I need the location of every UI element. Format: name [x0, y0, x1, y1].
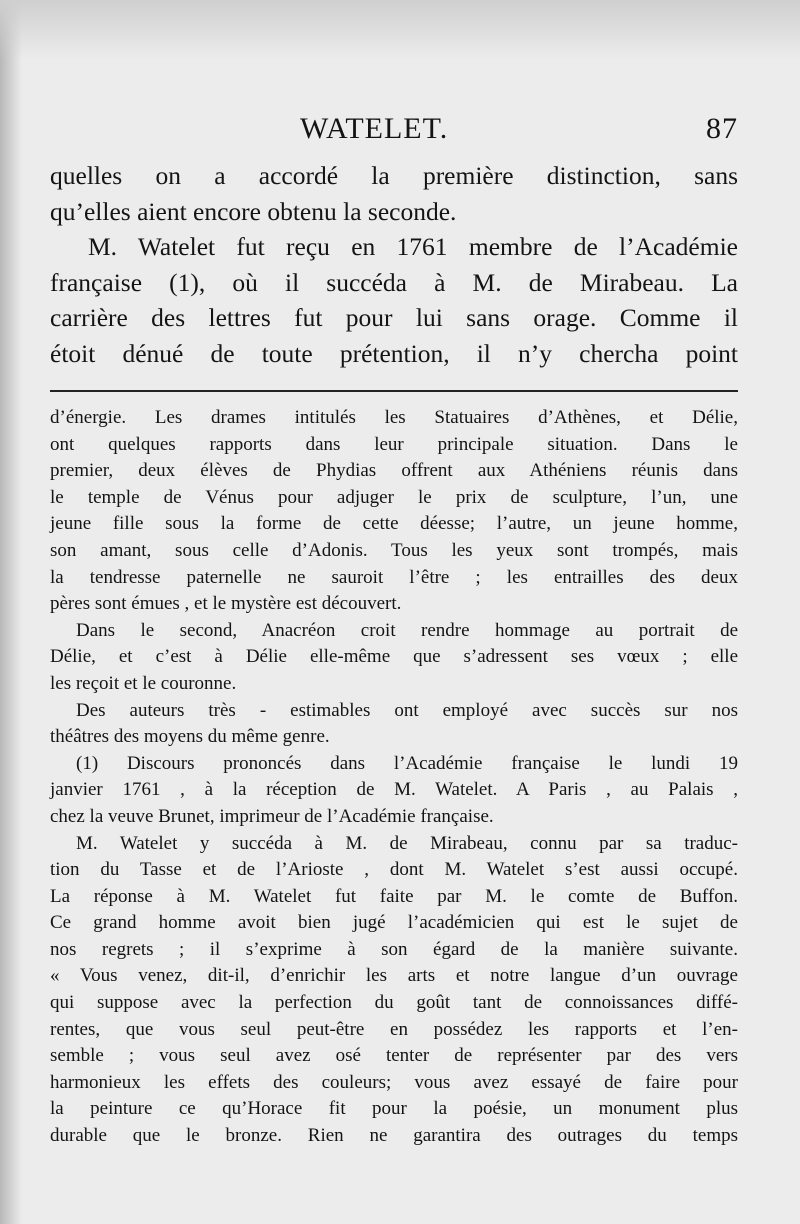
footnote-line: jeune fille sous la forme de cette déesse; l’autre, un jeune homme,: [50, 513, 738, 535]
footnote-line: Des auteurs très - estimables ont employé avec succès sur nos: [76, 699, 738, 721]
text-line: M. Watelet fut reçu en 1761 membre de l’Académie: [88, 232, 738, 261]
footnote-line: semble ; vous seul avez osé tenter de représenter par des vers: [50, 1045, 738, 1067]
footnote-line: la peinture ce qu’Horace fit pour la poésie, un monument plus: [50, 1098, 738, 1120]
footnote-separator: [50, 390, 738, 392]
footnote-line: (1) Discours prononcés dans l’Académie française le lundi 19: [76, 752, 738, 774]
footnote-line: premier, deux élèves de Phydias offrent aux Athéniens réunis dans: [50, 460, 738, 482]
footnote-line: rentes, que vous seul peut-être en possédez les rapports et l’en-: [50, 1018, 738, 1040]
footnote-line: chez la veuve Brunet, imprimeur de l’Académie française.: [50, 805, 494, 827]
footnote-line: La réponse à M. Watelet fut faite par M. le comte de Buffon.: [50, 885, 738, 907]
text-line: carrière des lettres fut pour lui sans orage. Comme il: [50, 303, 738, 332]
footnote-line: son amant, sous celle d’Adonis. Tous les yeux sont trompés, mais: [50, 539, 738, 561]
footnote-line: durable que le bronze. Rien ne garantira des outrages du temps: [50, 1125, 738, 1147]
footnote-line: la tendresse paternelle ne sauroit l’être ; les entrailles des deux: [50, 566, 738, 588]
footnote-line: ont quelques rapports dans leur principale situation. Dans le: [50, 433, 738, 455]
footnote-line: Délie, et c’est à Délie elle-même que s’adressent ses vœux ; elle: [50, 646, 738, 668]
footnote-line: théâtres des moyens du même genre.: [50, 726, 330, 748]
footnote-line: les reçoit et le couronne.: [50, 672, 237, 694]
footnote-line: pères sont émues , et le mystère est découvert.: [50, 593, 402, 615]
text-line: étoit dénué de toute prétention, il n’y chercha point: [50, 338, 738, 368]
footnote-line: « Vous venez, dit-il, d’enrichir les arts et notre langue d’un ouvrage: [50, 965, 738, 987]
main-text: [50, 158, 738, 371]
footnote-line: harmonieux les effets des couleurs; vous avez essayé de faire pour: [50, 1071, 738, 1093]
footnote-line: qui suppose avec la perfection du goût tant de connoissances diffé-: [50, 992, 738, 1014]
footnote-line: janvier 1761 , à la réception de M. Watelet. A Paris , au Palais ,: [50, 779, 738, 801]
footnote-line: M. Watelet y succéda à M. de Mirabeau, connu par sa traduc-: [76, 832, 738, 854]
page-number: 87: [706, 112, 738, 145]
footnotes: [50, 405, 738, 1150]
footnote-line: nos regrets ; il s’exprime à son égard de la manière suivante.: [50, 938, 738, 960]
footnote-line: d’énergie. Les drames intitulés les Statuaires d’Athènes, et Délie,: [50, 407, 738, 428]
footnote-line: le temple de Vénus pour adjuger le prix de sculpture, l’un, une: [50, 486, 738, 508]
footnote-line: tion du Tasse et de l’Arioste , dont M. Watelet s’est aussi occupé.: [50, 859, 738, 881]
text-line: quelles on a accordé la première distinction, sans: [50, 161, 738, 190]
footnote-line: Ce grand homme avoit bien jugé l’académicien qui est le sujet de: [50, 912, 738, 934]
running-header: [300, 112, 738, 152]
text-line: qu’elles aient encore obtenu la seconde.: [50, 196, 457, 226]
running-title: WATELET.: [300, 112, 449, 145]
text-line: française (1), où il succéda à M. de Mirabeau. La: [50, 267, 738, 297]
footnote-line: Dans le second, Anacréon croit rendre hommage au portrait de: [76, 619, 738, 641]
